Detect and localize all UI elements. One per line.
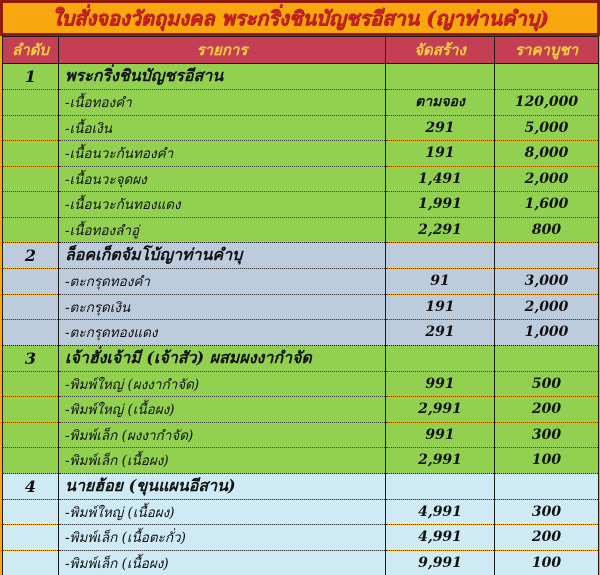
item-row (3, 525, 599, 551)
item-number-cell (3, 294, 59, 320)
column-header-item: รายการ (59, 37, 386, 64)
item-number-cell (3, 192, 59, 218)
item-number-cell (3, 499, 59, 525)
price-cell (495, 473, 599, 499)
made-qty-cell: 291 (386, 320, 495, 346)
item-label-cell: -ตะกรุดเงิน (59, 294, 386, 320)
item-row (3, 320, 599, 346)
item-label-cell: -เนื้อนวะก้นทองคำ (59, 141, 386, 167)
item-row (3, 217, 599, 243)
item-row (3, 90, 599, 116)
column-header-no: ลำดับ (3, 37, 59, 64)
title-bar (0, 0, 600, 36)
price-cell: 8,000 (495, 141, 599, 167)
made-qty-cell: 4,991 (386, 499, 495, 525)
item-label-cell: -พิมพ์เล็ก (เนื้อผง) (59, 550, 386, 575)
item-label-cell: -พิมพ์ใหญ่ (เนื้อผง) (59, 397, 386, 423)
item-label-cell: -พิมพ์ใหญ่ (ผงงากำจัด) (59, 371, 386, 397)
price-cell: 5,000 (495, 115, 599, 141)
made-qty-cell (386, 473, 495, 499)
made-qty-cell: 4,991 (386, 525, 495, 551)
item-number-cell (3, 525, 59, 551)
group-header-row (3, 473, 599, 499)
item-label-cell: -เนื้อเงิน (59, 115, 386, 141)
made-qty-cell: ตามจอง (386, 90, 495, 116)
item-number-cell (3, 217, 59, 243)
made-qty-cell: 191 (386, 141, 495, 167)
item-row (3, 422, 599, 448)
price-cell: 1,600 (495, 192, 599, 218)
item-label-cell: -เนื้อนวะก้นทองแดง (59, 192, 386, 218)
item-row (3, 141, 599, 167)
item-label-cell: -พิมพ์เล็ก (เนื้อผง) (59, 448, 386, 474)
item-number-cell (3, 397, 59, 423)
price-cell (495, 243, 599, 269)
item-row (3, 550, 599, 575)
item-row (3, 166, 599, 192)
made-qty-cell: 1,991 (386, 192, 495, 218)
item-number-cell (3, 115, 59, 141)
price-cell: 3,000 (495, 269, 599, 295)
item-label-cell: -พิมพ์ใหญ่ (เนื้อผง) (59, 499, 386, 525)
item-row (3, 448, 599, 474)
column-header-price: ราคาบูชา (495, 37, 599, 64)
item-row (3, 371, 599, 397)
group-number-cell: 2 (3, 243, 59, 269)
header-row (3, 37, 599, 64)
item-number-cell (3, 422, 59, 448)
item-number-cell (3, 448, 59, 474)
price-cell (495, 345, 599, 371)
table-body (3, 64, 599, 575)
made-qty-cell: 2,991 (386, 397, 495, 423)
table-header (3, 37, 599, 64)
price-cell: 1,000 (495, 320, 599, 346)
item-label-cell: -ตะกรุดทองคำ (59, 269, 386, 295)
group-name-cell: ล็อคเก็ตจัมโบ้ญาท่านคำบุ (59, 243, 386, 269)
price-cell: 100 (495, 448, 599, 474)
item-label-cell: -เนื้อทองคำ (59, 90, 386, 116)
item-number-cell (3, 550, 59, 575)
item-number-cell (3, 269, 59, 295)
group-header-row (3, 243, 599, 269)
made-qty-cell: 991 (386, 422, 495, 448)
group-header-row (3, 345, 599, 371)
made-qty-cell: 91 (386, 269, 495, 295)
item-label-cell: -เนื้อทองลำอู่ (59, 217, 386, 243)
made-qty-cell: 2,991 (386, 448, 495, 474)
item-row (3, 499, 599, 525)
price-cell: 300 (495, 422, 599, 448)
group-number-cell: 1 (3, 64, 59, 90)
made-qty-cell: 1,491 (386, 166, 495, 192)
item-label-cell: -พิมพ์เล็ก (ผงงากำจัด) (59, 422, 386, 448)
made-qty-cell (386, 64, 495, 90)
group-number-cell: 4 (3, 473, 59, 499)
group-header-row (3, 64, 599, 90)
price-cell: 2,000 (495, 294, 599, 320)
group-number-cell: 3 (3, 345, 59, 371)
price-cell: 2,000 (495, 166, 599, 192)
group-name-cell: นายฮ้อย (ขุนแผนอีสาน) (59, 473, 386, 499)
item-number-cell (3, 371, 59, 397)
column-header-made: จัดสร้าง (386, 37, 495, 64)
price-cell: 500 (495, 371, 599, 397)
item-row (3, 397, 599, 423)
made-qty-cell: 191 (386, 294, 495, 320)
item-label-cell: -เนื้อนวะจุดผง (59, 166, 386, 192)
item-number-cell (3, 166, 59, 192)
made-qty-cell: 9,991 (386, 550, 495, 575)
price-cell: 200 (495, 397, 599, 423)
group-name-cell: เจ้าฮั่งเจ้ามี (เจ้าสัว) ผสมผงงากำจัด (59, 345, 386, 371)
item-row (3, 269, 599, 295)
made-qty-cell: 291 (386, 115, 495, 141)
item-label-cell: -ตะกรุดทองแดง (59, 320, 386, 346)
price-cell: 100 (495, 550, 599, 575)
price-cell: 120,000 (495, 90, 599, 116)
price-cell (495, 64, 599, 90)
price-cell: 300 (495, 499, 599, 525)
price-cell: 200 (495, 525, 599, 551)
item-number-cell (3, 320, 59, 346)
made-qty-cell: 2,291 (386, 217, 495, 243)
price-cell: 800 (495, 217, 599, 243)
item-number-cell (3, 90, 59, 116)
page-title: ใบสั่งจองวัตถุมงคล พระกริ่งชินบัญชรอีสาน (ญาท่านคำบุ) (51, 6, 549, 30)
made-qty-cell (386, 243, 495, 269)
item-number-cell (3, 141, 59, 167)
item-row (3, 192, 599, 218)
item-label-cell: -พิมพ์เล็ก (เนื้อตะกั่ว) (59, 525, 386, 551)
item-row (3, 294, 599, 320)
order-table (2, 36, 599, 575)
item-row (3, 115, 599, 141)
made-qty-cell (386, 345, 495, 371)
made-qty-cell: 991 (386, 371, 495, 397)
group-name-cell: พระกริ่งชินบัญชรอีสาน (59, 64, 386, 90)
